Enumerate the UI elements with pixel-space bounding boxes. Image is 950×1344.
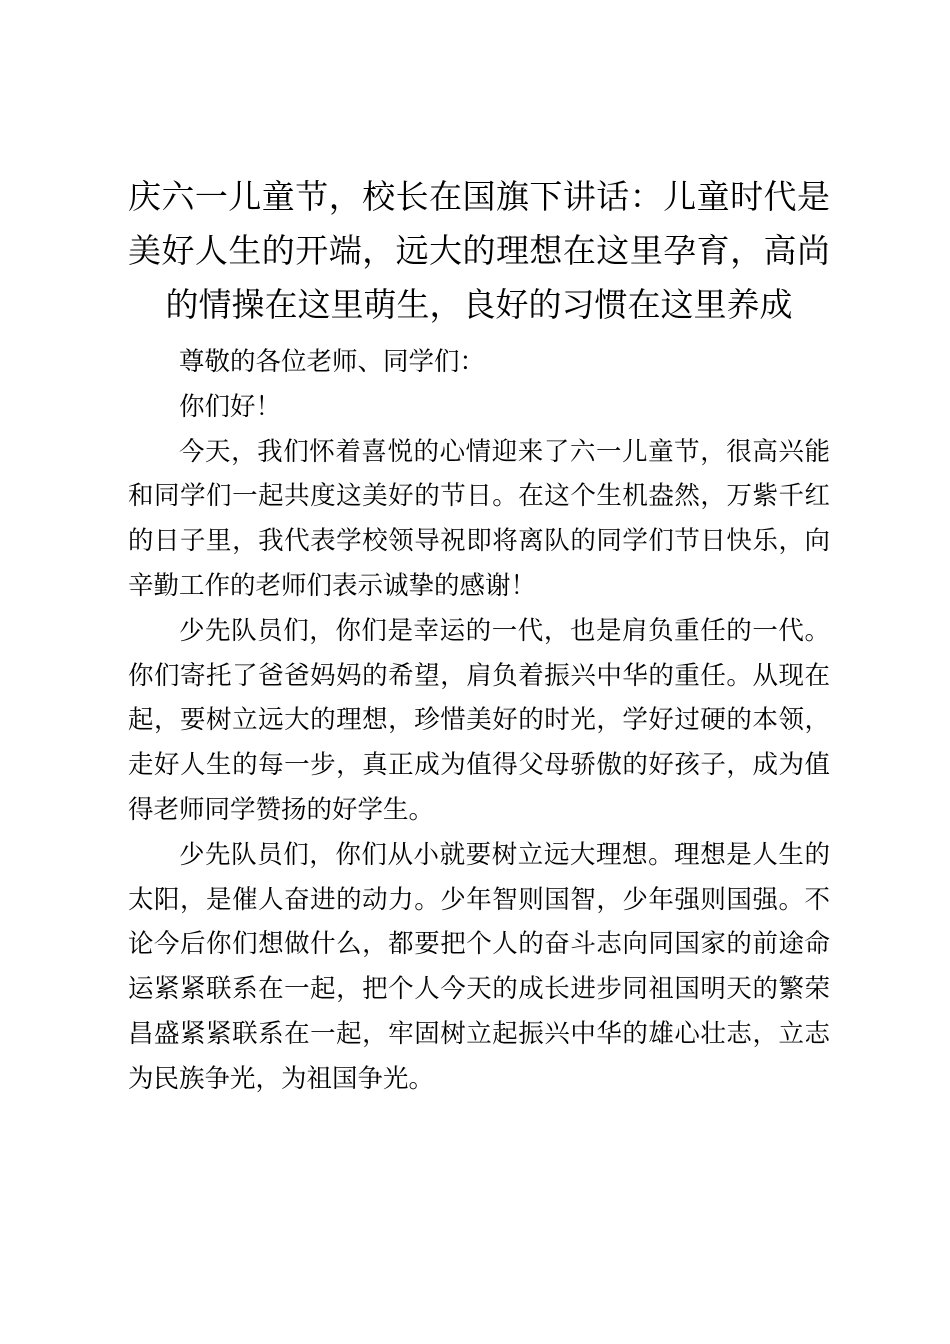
body-paragraph-2: 少先队员们，你们是幸运的一代，也是肩负重任的一代。你们寄托了爸爸妈妈的希望，肩负着振兴中华的重任。从现在起，要树立远大的理想，珍惜美好的时光，学好过硬的本领，走好人生的每一步，真正成为值得父母骄傲的好孩子，成为值得老师同学赞扬的好学生。 [128,615,830,825]
document-body [128,340,830,1102]
body-paragraph-1: 今天，我们怀着喜悦的心情迎来了六一儿童节，很高兴能和同学们一起共度这美好的节日。在这个生机盎然，万紫千红的日子里，我代表学校领导祝即将离队的同学们节日快乐，向辛勤工作的老师们表示诚挚的感谢！ [128,436,830,601]
document-page [128,170,830,1102]
document-title: 庆六一儿童节，校长在国旗下讲话：儿童时代是美好人生的开端，远大的理想在这里孕育，高尚的情操在这里萌生，良好的习惯在这里养成 [128,177,830,324]
greeting: 你们好！ [179,391,282,422]
salutation: 尊敬的各位老师、同学们： [179,347,486,377]
body-paragraph-3: 少先队员们，你们从小就要树立远大理想。理想是人生的太阳，是催人奋进的动力。少年智则国智，少年强则国强。不论今后你们想做什么，都要把个人的奋斗志向同国家的前途命运紧紧联系在一起，把个人今天的成长进步同祖国明天的繁荣昌盛紧紧联系在一起，牢固树立起振兴中华的雄心壮志，立志为民族争光，为祖国争光。 [128,839,830,1094]
